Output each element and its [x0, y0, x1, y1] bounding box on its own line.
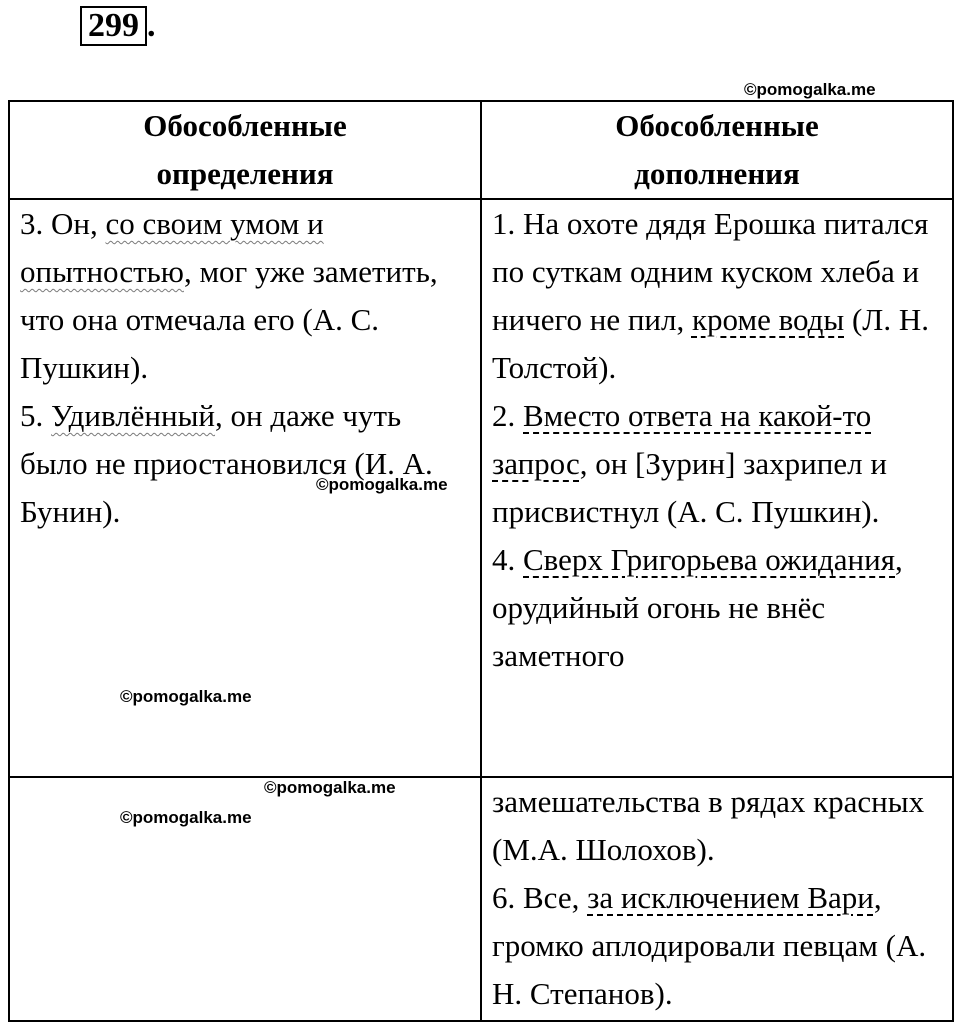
underlined-phrase: Вместо ответа на какой-то запрос — [492, 398, 872, 481]
header-objects: Обособленные дополнения — [481, 101, 953, 199]
underlined-phrase: со своим умом и опытностью — [20, 206, 324, 289]
exercise-number-box: 299 — [80, 6, 147, 46]
watermark: ©pomogalka.me — [316, 475, 448, 494]
underlined-phrase: Сверх Григорьева ожидания — [523, 542, 895, 577]
watermark: ©pomogalka.me — [264, 778, 396, 797]
cell-definitions: 3. Он, со своим умом и опытностью, мог уже заметить, что она отмечала его (А. С. Пушкин). 5. Удивлённый, он даже чуть было не приостановился (И. А. Бунин). — [9, 199, 481, 777]
underlined-phrase: кроме воды — [691, 302, 845, 337]
exercise-number: 299 . — [80, 6, 156, 46]
header-definitions: Обособленные определения — [9, 101, 481, 199]
underlined-phrase: за исключением Вари — [587, 880, 874, 915]
watermark: ©pomogalka.me — [120, 808, 252, 827]
cell-objects-continued: замешательства в рядах красных (М.А. Шолохов). 6. Все, за исключением Вари, громко аплодировали певцам (А. Н. Степанов). — [481, 777, 953, 1021]
comparison-table — [8, 100, 954, 1022]
cell-objects: 1. На охоте дядя Ерошка питался по суткам одним куском хлеба и ничего не пил, кроме воды (Л. Н. Толстой). 2. Вместо ответа на какой-то запрос, он [Зурин] захрипел и присвистнул (А. С. Пушкин). 4. Сверх Григорьева ожидания, орудийный огонь не внёс заметного — [481, 199, 953, 777]
watermark: ©pomogalka.me — [744, 80, 876, 99]
underlined-phrase: Удивлённый — [51, 398, 216, 433]
header-row — [9, 101, 953, 199]
watermark: ©pomogalka.me — [120, 687, 252, 706]
